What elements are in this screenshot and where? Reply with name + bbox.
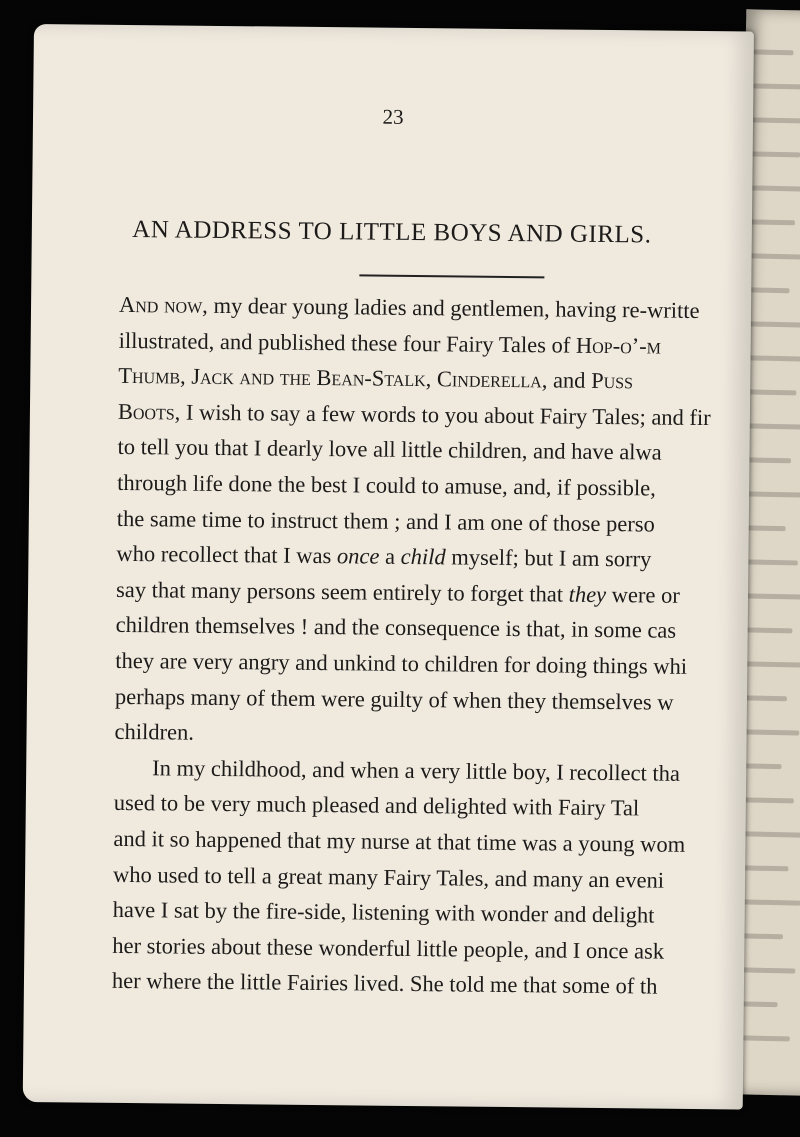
facing-page-text-shadow <box>737 831 800 837</box>
text-run: her where the little Fairies lived. She told me that some of th <box>111 968 658 999</box>
text-run: In my childhood, and when a very little boy, I recollect tha <box>152 754 681 786</box>
title-rule <box>359 274 544 278</box>
facing-page-text-shadow <box>751 151 800 157</box>
text-run: child <box>400 544 446 570</box>
text-run: were or <box>606 581 680 608</box>
facing-page-text-shadow <box>752 117 800 123</box>
facing-page-text-shadow <box>753 83 800 89</box>
facing-page-text-shadow <box>747 355 800 361</box>
facing-page-text-shadow <box>741 661 800 667</box>
text-run: who recollect that I was <box>116 541 338 569</box>
text-run: my dear young ladies and gentlemen, having re-writte <box>207 292 700 323</box>
facing-page-text-shadow <box>751 185 800 191</box>
body-text <box>112 287 754 1006</box>
text-run: have I sat by the fire-side, listening with wonder and delight <box>112 896 655 928</box>
text-run: illustrated, and published these four Fairy Tales of <box>118 327 577 358</box>
text-run: and <box>547 367 592 394</box>
facing-page-text-shadow <box>743 525 785 531</box>
facing-page-text-shadow <box>745 457 791 463</box>
facing-page-text-shadow <box>749 253 800 259</box>
page-number: 23 <box>382 104 404 129</box>
text-run: through life done the best I could to amuse, and, if possible, <box>117 469 656 501</box>
text-run: I wish to say a few words to you about Fairy Tales; and fir <box>180 399 711 430</box>
facing-page-text-shadow <box>741 627 792 633</box>
text-run: children themselves ! and the consequence is that, in some cas <box>115 612 677 644</box>
text-line <box>112 963 754 1006</box>
chapter-title: AN ADDRESS TO LITTLE BOYS AND GIRLS. <box>132 216 652 249</box>
text-run: her stories about these wonderful little people, and I once ask <box>112 932 665 964</box>
facing-page-text-shadow <box>753 49 793 55</box>
facing-page-text-shadow <box>738 797 794 803</box>
text-run: used to be very much pleased and delighted with Fairy Tal <box>113 790 640 821</box>
facing-page-text-shadow <box>739 729 799 735</box>
text-run: they <box>568 581 607 607</box>
facing-page-text-shadow <box>748 321 800 327</box>
text-run: a <box>379 543 401 570</box>
text-run: once <box>336 543 380 569</box>
text-run: they are very angry and unkind to children for doing things whi <box>115 647 688 679</box>
text-run: myself; but I am sorry <box>445 544 652 572</box>
facing-page-text-shadow <box>750 219 795 225</box>
text-run: the same time to instruct them ; and I am one of those perso <box>116 505 655 537</box>
facing-page-text-shadow <box>742 593 800 599</box>
text-run: to tell you that I dearly love all little children, and have alwa <box>117 434 662 465</box>
text-run: Boots, <box>117 398 181 425</box>
facing-page-text-shadow <box>746 423 800 429</box>
text-run: who used to tell a great many Fairy Tales, and many an eveni <box>112 861 665 893</box>
facing-page-text-shadow <box>746 389 796 395</box>
text-run: Hop-o’-m <box>575 332 662 359</box>
text-run: Puss <box>591 368 634 394</box>
facing-page-text-shadow <box>743 559 798 565</box>
text-line <box>115 678 754 721</box>
text-run: and it so happened that my nurse at that time was a young wom <box>113 825 686 857</box>
text-run: children. <box>114 719 195 745</box>
text-run: perhaps many of them were guilty of when they themselves w <box>114 683 674 715</box>
text-run: And now, <box>118 291 209 318</box>
facing-page-text-shadow <box>736 899 800 905</box>
facing-page-text-shadow <box>744 491 800 497</box>
facing-page-text-shadow <box>748 287 789 293</box>
book-page <box>23 24 754 1109</box>
text-run: Thumb, Jack and the Bean-Stalk, Cinderella, <box>118 363 548 393</box>
text-run: say that many persons seem entirely to forget that <box>115 576 569 607</box>
